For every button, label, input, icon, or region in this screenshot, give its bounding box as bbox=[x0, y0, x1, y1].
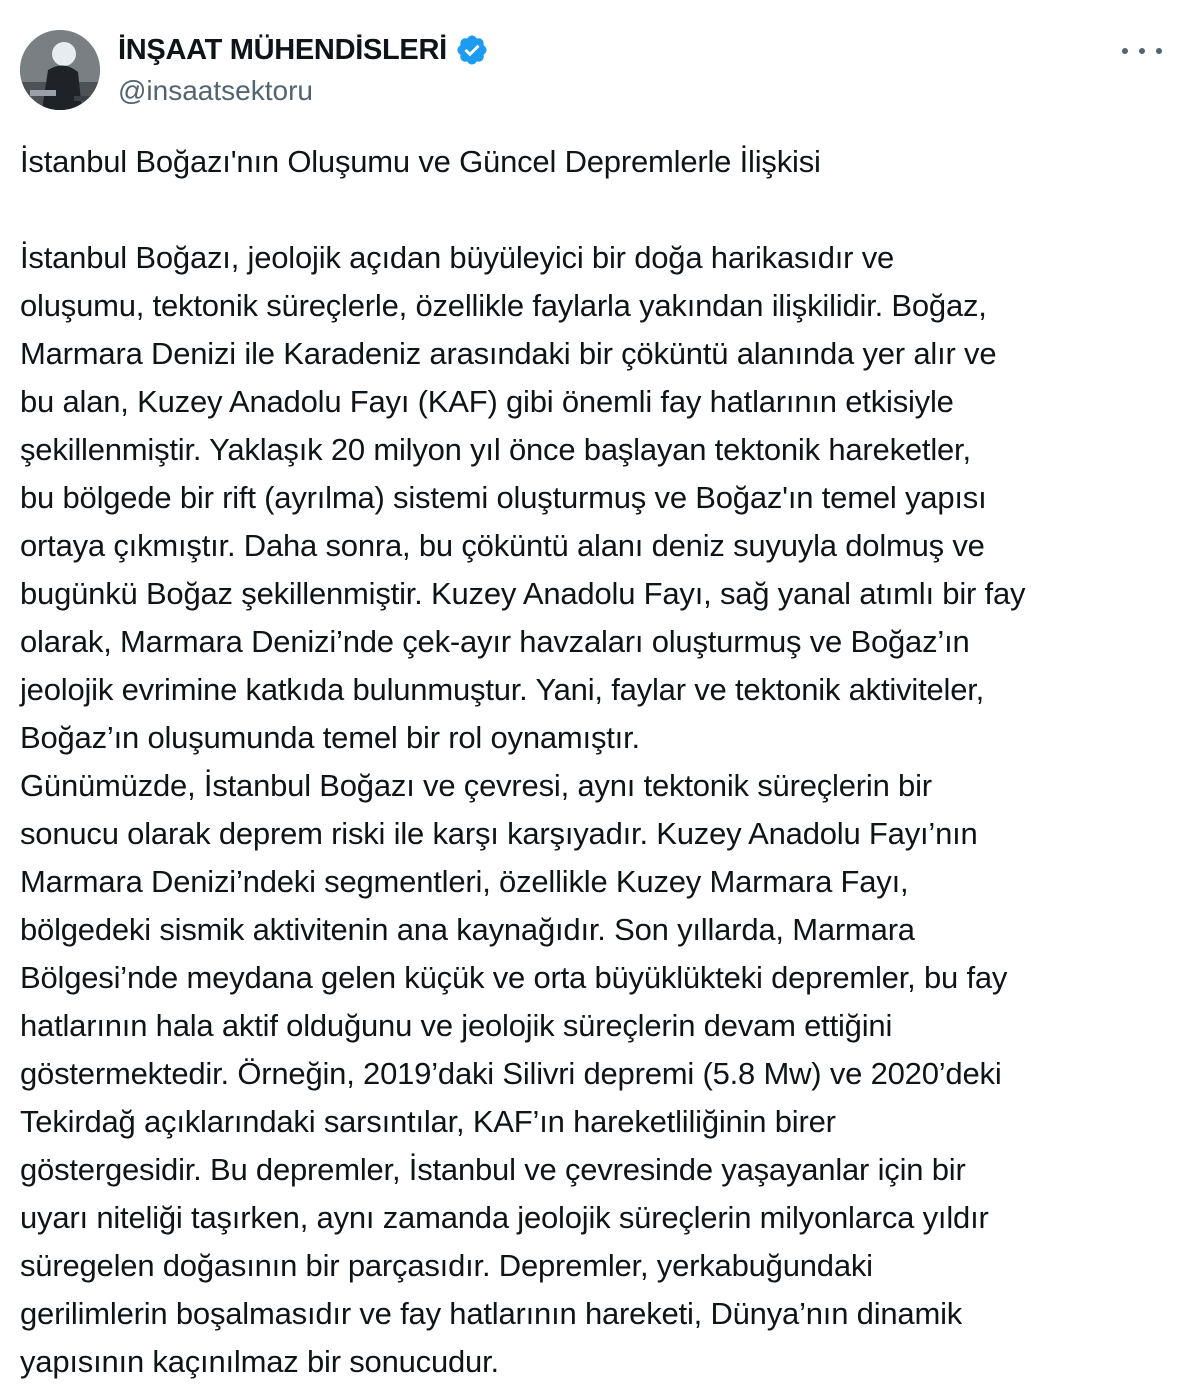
post-body-line: bu bölgede bir rift (ayrılma) sistemi oluşturmuş ve Boğaz'ın temel yapısı bbox=[20, 480, 987, 515]
post-body-line: hatlarının hala aktif olduğunu ve jeolojik süreçlerin devam ettiğini bbox=[20, 1008, 893, 1043]
post-body-line: Tekirdağ açıklarındaki sarsıntılar, KAF’ın hareketliliğinin birer bbox=[20, 1104, 836, 1139]
more-options-button[interactable] bbox=[1122, 38, 1162, 64]
post-body-line: bugünkü Boğaz şekillenmiştir. Kuzey Anadolu Fayı, sağ yanal atımlı bir fay bbox=[20, 576, 1026, 611]
post-body-line: ortaya çıkmıştır. Daha sonra, bu çöküntü alanı deniz suyuyla dolmuş ve bbox=[20, 528, 985, 563]
post-body-line: Marmara Denizi’ndeki segmentleri, özellikle Kuzey Marmara Fayı, bbox=[20, 864, 909, 899]
post-body-line: sonucu olarak deprem riski ile karşı karşıyadır. Kuzey Anadolu Fayı’nın bbox=[20, 816, 978, 851]
post-body-line: uyarı niteliği taşırken, aynı zamanda jeolojik süreçlerin milyonlarca yıldır bbox=[20, 1200, 989, 1235]
post-title: İstanbul Boğazı'nın Oluşumu ve Güncel Depremlerle İlişkisi bbox=[20, 144, 821, 179]
post-body-line: oluşumu, tektonik süreçlerle, özellikle faylarla yakından ilişkilidir. Boğaz, bbox=[20, 288, 987, 323]
display-name-row bbox=[118, 30, 489, 70]
account-names bbox=[118, 30, 489, 110]
post-body-line: olarak, Marmara Denizi’nde çek-ayır havzaları oluşturmuş ve Boğaz’ın bbox=[20, 624, 970, 659]
tweet-text bbox=[20, 138, 1170, 1386]
post-body bbox=[20, 234, 1170, 1386]
more-horizontal-icon bbox=[1156, 48, 1162, 54]
post-body-line: jeolojik evrimine katkıda bulunmuştur. Yani, faylar ve tektonik aktiviteler, bbox=[20, 672, 985, 707]
post-body-line: Günümüzde, İstanbul Boğazı ve çevresi, aynı tektonik süreçlerin bir bbox=[20, 768, 932, 803]
avatar-photo-icon bbox=[20, 30, 100, 110]
post-body-line: göstergesidir. Bu depremler, İstanbul ve çevresinde yaşayanlar için bir bbox=[20, 1152, 966, 1187]
verified-badge-icon[interactable] bbox=[455, 33, 489, 67]
post-body-line: bu alan, Kuzey Anadolu Fayı (KAF) gibi önemli fay hatlarının etkisiyle bbox=[20, 384, 954, 419]
tweet-header bbox=[20, 30, 1174, 110]
avatar[interactable] bbox=[20, 30, 100, 110]
display-name[interactable]: İNŞAAT MÜHENDİSLERİ bbox=[118, 33, 447, 66]
post-body-line: şekillenmiştir. Yaklaşık 20 milyon yıl önce başlayan tektonik hareketler, bbox=[20, 432, 971, 467]
handle[interactable]: @insaatsektoru bbox=[118, 75, 313, 106]
post-body-line: göstermektedir. Örneğin, 2019’daki Silivri depremi (5.8 Mw) ve 2020’deki bbox=[20, 1056, 1002, 1091]
post-body-line: İstanbul Boğazı, jeolojik açıdan büyüleyici bir doğa harikasıdır ve bbox=[20, 240, 895, 275]
more-horizontal-icon bbox=[1139, 48, 1145, 54]
post-body-line: Boğaz’ın oluşumunda temel bir rol oynamıştır. bbox=[20, 720, 640, 755]
post-body-line: Marmara Denizi ile Karadeniz arasındaki bir çöküntü alanında yer alır ve bbox=[20, 336, 997, 371]
post-body-line: gerilimlerin boşalmasıdır ve fay hatlarının hareketi, Dünya’nın dinamik bbox=[20, 1296, 963, 1331]
more-horizontal-icon bbox=[1122, 48, 1128, 54]
post-body-line: yapısının kaçınılmaz bir sonucudur. bbox=[20, 1344, 499, 1379]
post-body-line: bölgedeki sismik aktivitenin ana kaynağıdır. Son yıllarda, Marmara bbox=[20, 912, 915, 947]
post-body-line: süregelen doğasının bir parçasıdır. Depremler, yerkabuğundaki bbox=[20, 1248, 873, 1283]
paragraph-spacer bbox=[20, 186, 1170, 234]
post-body-line: Bölgesi’nde meydana gelen küçük ve orta büyüklükteki depremler, bu fay bbox=[20, 960, 1008, 995]
